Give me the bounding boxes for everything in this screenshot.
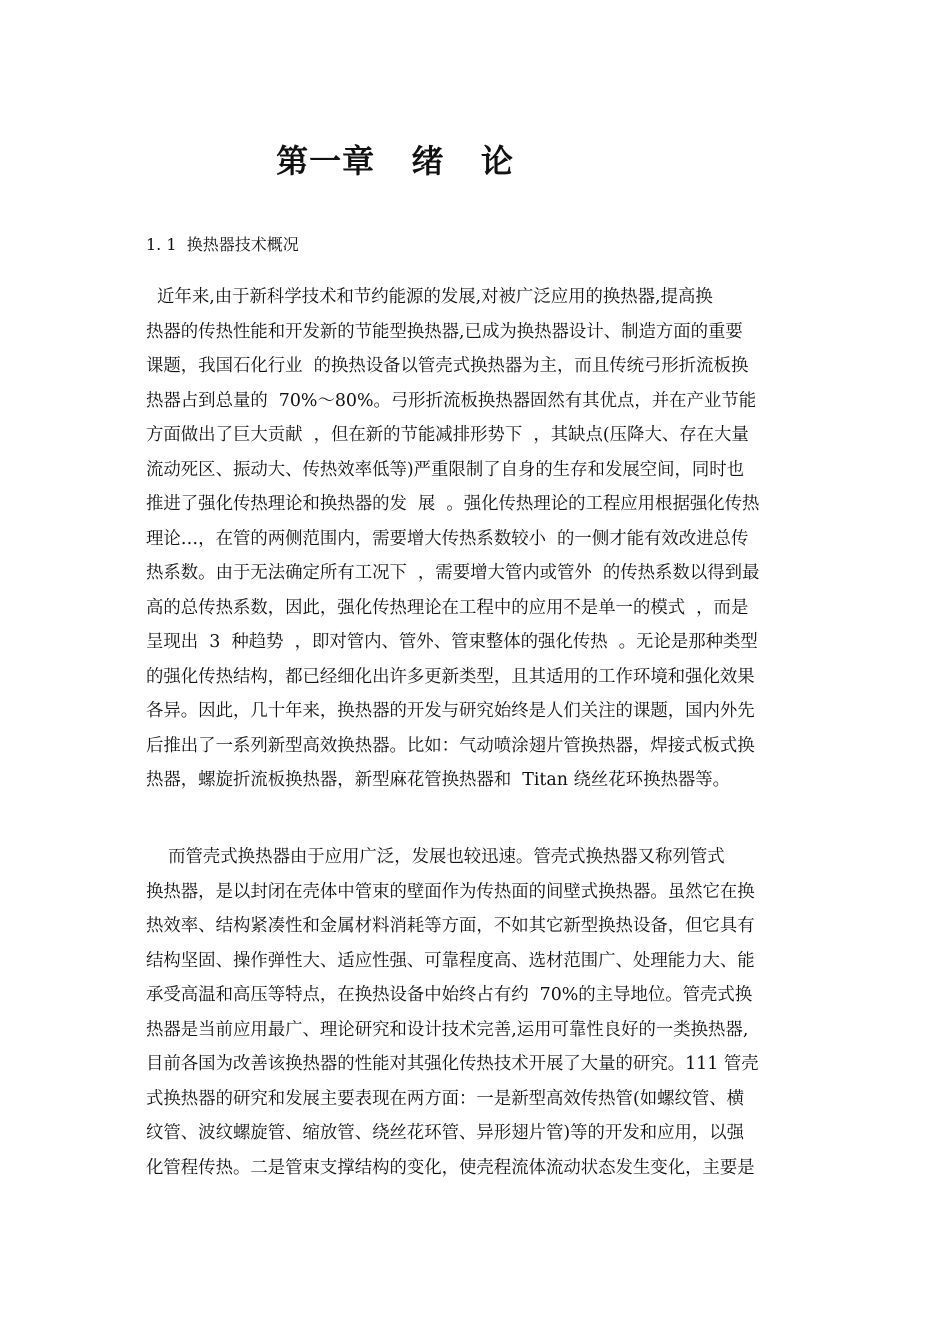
text-line: 热器是当前应用最广、理论研究和设计技术完善,运用可靠性良好的一类换热器, (146, 1019, 749, 1040)
text-line: 后推出了一系列新型高效换热器。比如：气动喷涂翅片管换热器，焊接式板式换 (146, 735, 755, 756)
text-line: 换热器，是以封闭在壳体中管束的壁面作为传热面的间壁式换热器。虽然它在换 (146, 881, 755, 902)
paragraph-1 (146, 280, 810, 798)
text-line: 的强化传热结构，都已经细化出许多更新类型，且其适用的工作环境和强化效果 (146, 666, 755, 687)
text-line: 流动死区、振动大、传热效率低等)严重限制了自身的生存和发展空间，同时也 (146, 459, 745, 480)
chapter-title: 第一章 绪 论 (276, 142, 514, 180)
text-line: 方面做出了巨大贡献 ，但在新的节能减排形势下 ，其缺点(压降大、存在大量 (146, 425, 749, 445)
text-line: 理论…，在管的两侧范围内，需要增大传热系数较小 的一侧才能有效改进总传 (146, 528, 749, 549)
text-line: 热器占到总量的 70%～80%。弓形折流板换热器固然有其优点，并在产业节能 (146, 390, 757, 411)
text-line: 纹管、波纹螺旋管、缩放管、绕丝花环管、异形翅片管)等的开发和应用，以强 (146, 1123, 745, 1143)
text-line: 热系数。由于无法确定所有工况下 ，需要增大管内或管外 的传热系数以得到最 (146, 563, 760, 583)
text-line: 结构坚固、操作弹性大、适应性强、可靠程度高、选材范围广、处理能力大、能 (146, 950, 755, 971)
text-line: 目前各国为改善该换热器的性能对其强化传热技术开展了大量的研究。111 管壳 (146, 1054, 759, 1074)
text-line: 热效率、结构紧凑性和金属材料消耗等方面，不如其它新型换热设备，但它具有 (146, 916, 755, 936)
text-line: 化管程传热。二是管束支撑结构的变化，使壳程流体流动状态发生变化，主要是 (146, 1157, 755, 1178)
text-line: 热器，螺旋折流板换热器，新型麻花管换热器和 Titan 绕丝花环换热器等。 (146, 770, 731, 790)
text-line: 式换热器的研究和发展主要表现在两方面：一是新型高效传热管(如螺纹管、横 (146, 1088, 745, 1109)
paragraph-2 (146, 840, 810, 1185)
text-line: 推进了强化传热理论和换热器的发 展 。强化传热理论的工程应用根据强化传热 (146, 494, 760, 514)
text-line: 各异。因此，几十年来，换热器的开发与研究始终是人们关注的课题，国内外先 (146, 701, 755, 721)
text-line: 热器的传热性能和开发新的节能型换热器,已成为换热器设计、制造方面的重要 (146, 321, 743, 342)
section-heading: 1. 1 换热器技术概况 (146, 235, 299, 254)
text-line: 近年来,由于新科学技术和节约能源的发展,对被广泛应用的换热器,提高换 (146, 287, 713, 307)
text-line: 课题，我国石化行业 的换热设备以管壳式换热器为主，而且传统弓形折流板换 (146, 356, 749, 376)
text-line: 高的总传热系数，因此，强化传热理论在工程中的应用不是单一的模式 ，而是 (146, 597, 749, 618)
text-line: 而管壳式换热器由于应用广泛，发展也较迅速。管壳式换热器又称列管式 (146, 847, 725, 867)
text-line: 承受高温和高压等特点，在换热设备中始终占有约 70%的主导地位。管壳式换 (146, 985, 753, 1005)
text-line: 呈现出 3 种趋势 ，即对管内、管外、管束整体的强化传热 。无论是那种类型 (146, 632, 758, 652)
